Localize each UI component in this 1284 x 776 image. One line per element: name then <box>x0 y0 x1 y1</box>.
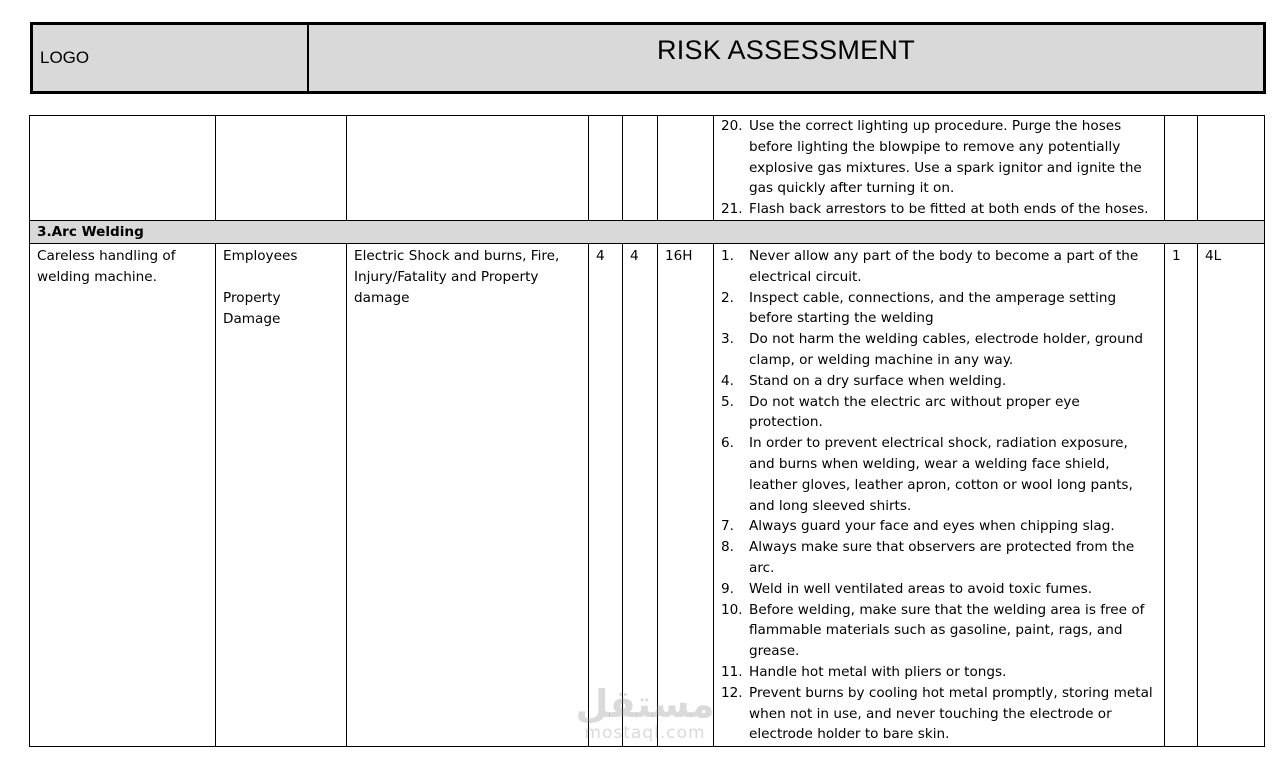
risk-assessment-table <box>29 115 1265 747</box>
list-item <box>721 683 1157 745</box>
item-text: Do not harm the welding cables, electrode holder, ground clamp, or welding machine in any way. <box>749 331 1143 368</box>
section-row <box>30 221 1265 244</box>
list-item <box>721 288 1157 330</box>
item-text: Flash back arrestors to be fitted at both ends of the hoses. <box>749 201 1149 218</box>
item-text: Prevent burns by cooling hot metal promptly, storing metal when not in use, and never touching the electrode or electrode holder to bare skin. <box>749 684 1153 743</box>
watermark-arabic: مستقل <box>575 682 715 726</box>
list-item <box>721 371 1157 392</box>
severity-cell: 4 <box>623 244 658 747</box>
list-item <box>721 392 1157 434</box>
item-text: Handle hot metal with pliers or tongs. <box>749 663 1007 680</box>
item-text: Always make sure that observers are protected from the arc. <box>749 539 1135 576</box>
item-number: 10. <box>721 601 743 618</box>
item-number: 2. <box>721 289 734 306</box>
controls-cell <box>714 244 1165 747</box>
item-number: 7. <box>721 518 734 535</box>
persons-employees: Employees <box>223 248 298 264</box>
watermark-latin: mostaql.com <box>584 723 706 743</box>
list-item <box>721 329 1157 371</box>
list-item <box>721 433 1157 516</box>
item-text: Always guard your face and eyes when chipping slag. <box>749 518 1115 535</box>
persons-property: Property Damage <box>223 289 281 327</box>
document-title: RISK ASSESSMENT <box>656 35 916 65</box>
likelihood-cell <box>589 116 623 221</box>
persons-cell <box>216 244 347 747</box>
item-number: 11. <box>721 663 743 680</box>
persons-cell <box>216 116 347 221</box>
activity-cell: Careless handling of welding machine. <box>30 244 216 747</box>
risk-cell <box>658 116 714 221</box>
item-text: Weld in well ventilated areas to avoid toxic fumes. <box>749 580 1093 597</box>
item-number: 4. <box>721 372 734 389</box>
item-text: Before welding, make sure that the welding area is free of flammable materials such as gasoline, paint, rags, and grease. <box>749 601 1145 660</box>
item-number: 20. <box>721 118 743 134</box>
item-number: 12. <box>721 684 743 701</box>
item-number: 6. <box>721 435 734 452</box>
table-row <box>30 244 1265 747</box>
list-item <box>721 579 1157 600</box>
controls-list-continued <box>721 116 1157 220</box>
item-number: 1. <box>721 248 734 264</box>
list-item <box>721 600 1157 662</box>
item-text: Do not watch the electric arc without proper eye protection. <box>749 393 1080 431</box>
item-number: 5. <box>721 393 734 410</box>
controls-list <box>721 246 1157 745</box>
item-text: Use the correct lighting up procedure. Purge the hoses before lighting the blowpipe to remove any potentially explosive gas mixtures. Use a spark ignitor and ignite the gas quickly after turning it on. <box>749 118 1142 197</box>
list-item <box>721 116 1157 199</box>
residual-risk-cell <box>1198 116 1265 221</box>
residual-risk-cell: 4L <box>1198 244 1265 747</box>
item-text: Inspect cable, connections, and the amperage setting before starting the welding <box>749 289 1117 327</box>
residual-likelihood-cell <box>1165 116 1198 221</box>
item-text: Stand on a dry surface when welding. <box>749 372 1007 389</box>
item-text: In order to prevent electrical shock, radiation exposure, and burns when welding, wear a welding face shield, leather gloves, leather apron, cotton or wool long pants, and long sleeved shirts. <box>749 435 1133 514</box>
item-text: Never allow any part of the body to become a part of the electrical circuit. <box>749 248 1139 285</box>
item-number: 3. <box>721 331 734 348</box>
item-number: 9. <box>721 580 734 597</box>
activity-cell <box>30 116 216 221</box>
section-title: 3.Arc Welding <box>30 221 1265 244</box>
list-item <box>721 537 1157 579</box>
hazard-cell: Electric Shock and burns, Fire, Injury/Fatality and Property damage <box>347 244 589 747</box>
document-header <box>30 22 1266 94</box>
severity-cell <box>623 116 658 221</box>
list-item <box>721 662 1157 683</box>
continued-row <box>30 116 1265 221</box>
item-number: 21. <box>721 201 743 218</box>
list-item <box>721 246 1157 288</box>
list-item <box>721 516 1157 537</box>
controls-cell <box>714 116 1165 221</box>
logo-placeholder: LOGO <box>33 25 309 91</box>
item-number: 8. <box>721 539 734 556</box>
list-item <box>721 199 1157 220</box>
likelihood-cell: 4 <box>589 244 623 747</box>
residual-likelihood-cell: 1 <box>1165 244 1198 747</box>
hazard-cell <box>347 116 589 221</box>
risk-cell: 16H <box>658 244 714 747</box>
